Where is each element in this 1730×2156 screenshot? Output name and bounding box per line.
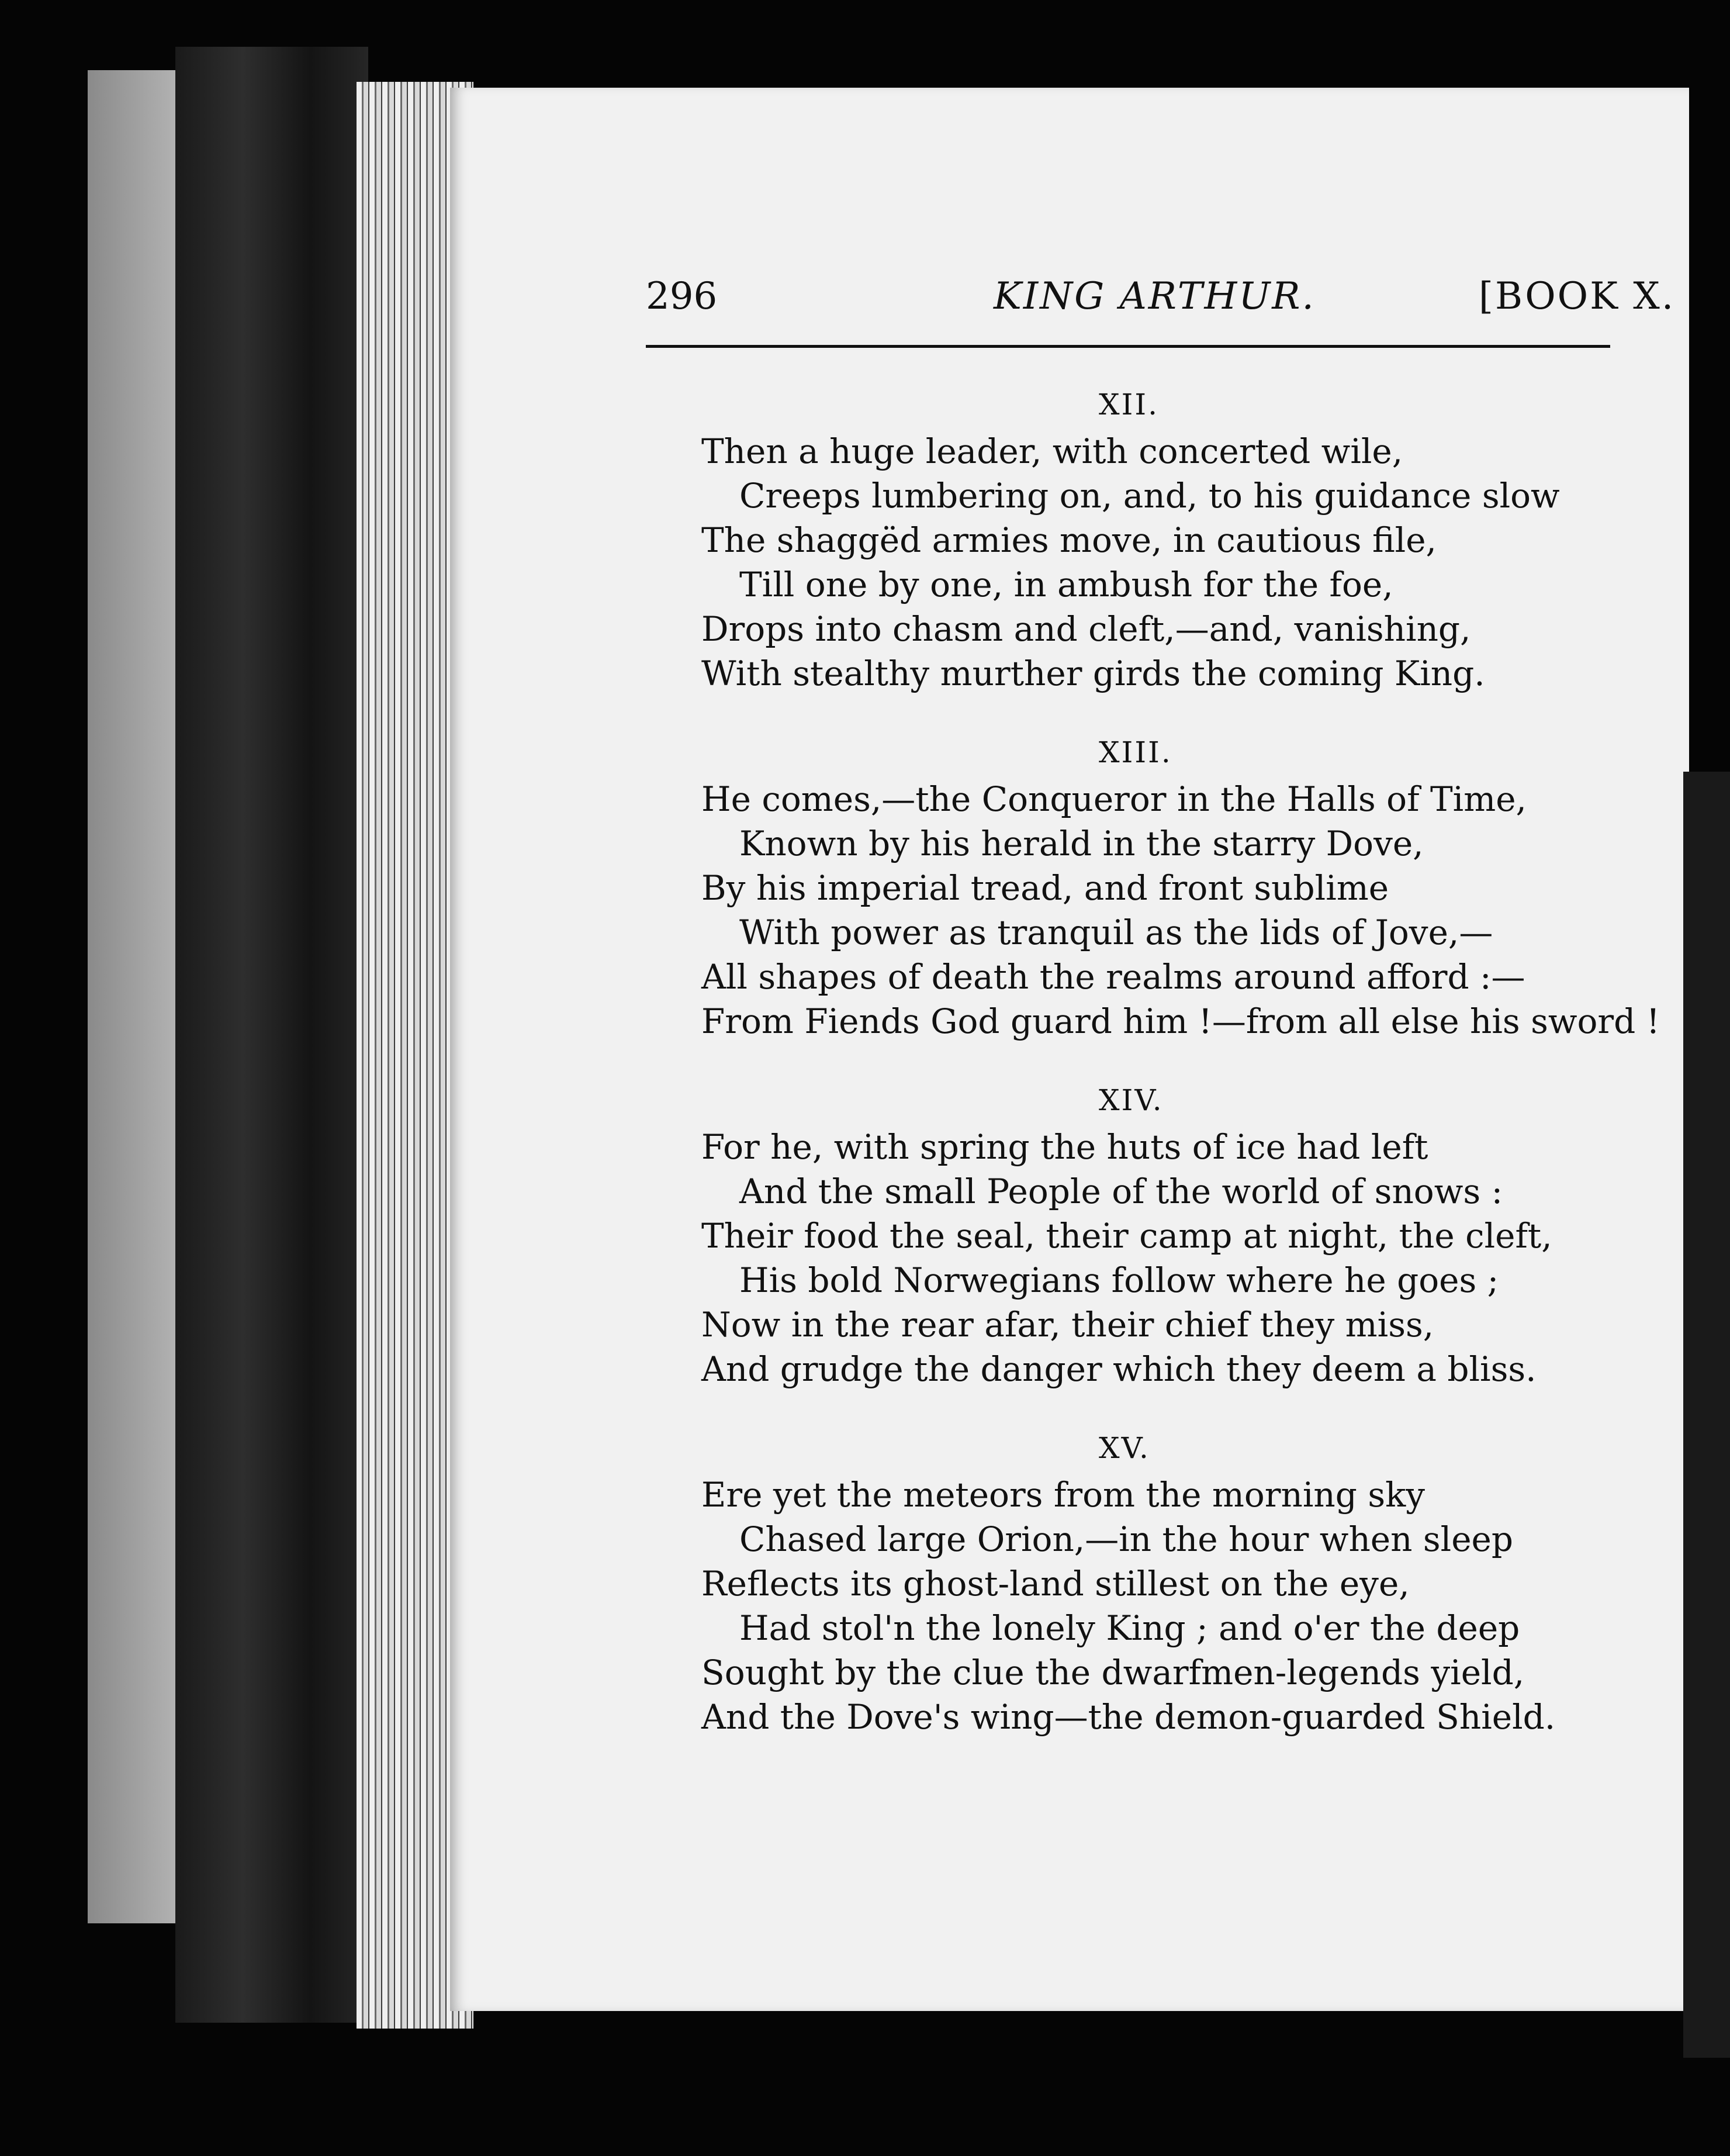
stanza [701,1423,1660,1739]
book-spine-shadow [175,47,368,2023]
stanza-number: XIII. [1099,735,1172,769]
facing-page-shadow [1683,772,1730,2058]
verse-line: Now in the rear afar, their chief they miss, [701,1305,1434,1345]
stanza [701,1076,1660,1391]
book-reference: [BOOK X. [1479,275,1676,318]
running-title: KING ARTHUR. [994,275,1316,318]
verse-line: The shaggëd armies move, in cautious file, [701,520,1437,560]
page-number: 296 [646,275,718,318]
verse-line: And the small People of the world of snows : [739,1172,1503,1211]
verse-line: Sought by the clue the dwarfmen-legends yield, [701,1653,1525,1692]
verse-line: Ere yet the meteors from the morning sky [701,1475,1425,1515]
verse-line: With power as tranquil as the lids of Jove,— [739,913,1493,952]
stanza [701,728,1660,1044]
verse-line: He comes,—the Conqueror in the Halls of Time, [701,779,1527,819]
stanza-number: XV. [1099,1431,1150,1465]
verse-line: Creeps lumbering on, and, to his guidance slow [739,476,1560,516]
verse-line: His bold Norwegians follow where he goes ; [739,1260,1499,1300]
stanza-number: XIV. [1099,1083,1164,1117]
header-rule [646,345,1610,348]
verse-line: Known by his herald in the starry Dove, [739,824,1424,863]
verse-line: Chased large Orion,—in the hour when sleep [739,1519,1514,1559]
verse-line: Till one by one, in ambush for the foe, [739,565,1393,604]
verse-line: All shapes of death the realms around afford :— [701,957,1525,997]
stanza [701,380,1660,696]
verse-line: With stealthy murther girds the coming King. [701,654,1485,693]
verse-line: Their food the seal, their camp at night, the cleft, [701,1216,1552,1256]
verse-line: Then a huge leader, with concerted wile, [701,431,1403,471]
verse-line: For he, with spring the huts of ice had left [701,1127,1428,1167]
verse-line: Drops into chasm and cleft,—and, vanishing, [701,609,1471,649]
verse-line: By his imperial tread, and front sublime [701,868,1389,908]
verse-line: Had stol'n the lonely King ; and o'er the deep [739,1608,1520,1648]
verse-line: From Fiends God guard him !—from all else his sword ! [701,1001,1660,1041]
verse-line: And the Dove's wing—the demon-guarded Shield. [701,1697,1556,1737]
verse-line: And grudge the danger which they deem a bliss. [701,1349,1537,1389]
stanza-number: XII. [1099,388,1159,421]
verse-line: Reflects its ghost-land stillest on the eye, [701,1564,1410,1604]
